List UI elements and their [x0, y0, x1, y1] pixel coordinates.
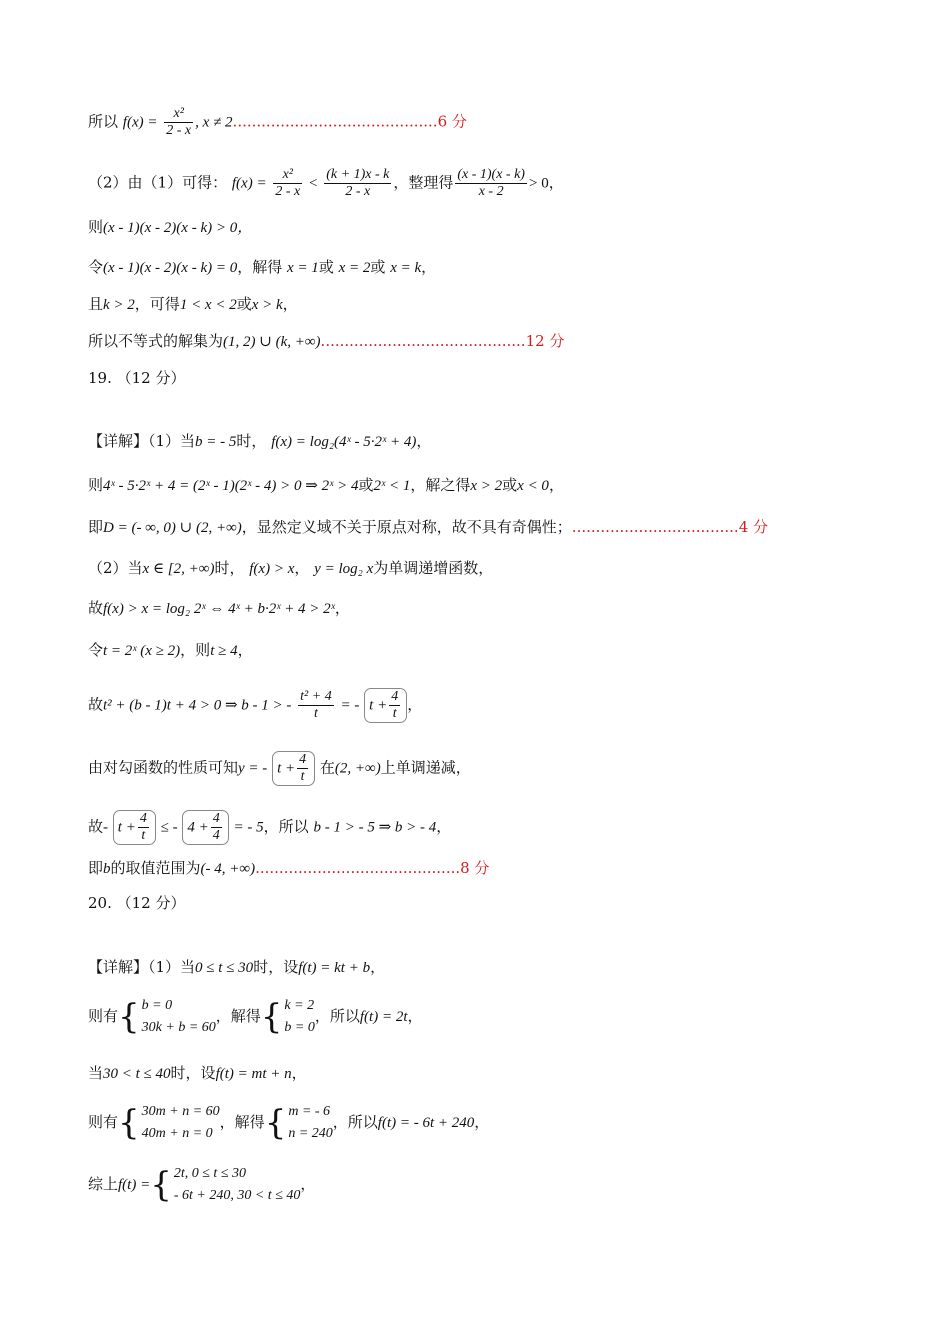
fraction: $\frac{(k + 1)x - k}{2 - x}$ [326, 167, 390, 199]
fraction: $\frac{4}{4}$ [212, 811, 220, 843]
left-brace: { [264, 1103, 287, 1143]
equation-system: m = - 6 n = 240 [288, 1104, 333, 1141]
equation-system: b = 0 30k + b = 60 [141, 998, 216, 1035]
line-14: 由对勾函数的性质可知y = - t + $\frac{4}{t}$ 在(2, +∞)上单调递减， [88, 752, 471, 784]
fraction: $\frac{\text{x²}}{2 - x}$ [166, 106, 192, 138]
line-21: 综上f(t) ={ 2t, 0 ≤ t ≤ 30 - 6t + 240, 30 < t ≤ 40 ， [88, 1165, 316, 1205]
line-8: 则4ˣ - 5·2ˣ + 4 = (2ˣ - 1)(2ˣ - 4) > 0 ⇒ 2ˣ > 4或2ˣ < 1，解之得x > 2或x < 0， [88, 476, 564, 494]
line-4: 令(x - 1)(x - 2)(x - k) = 0，解得 x = 1或 x = 2或 x = k， [88, 258, 437, 276]
question-20-heading: 20. （12 分） [88, 894, 186, 912]
score-label: 8 分 [460, 859, 490, 877]
question-19-heading: 19. （12 分） [88, 369, 186, 387]
paren-group: t + $\frac{4}{t}$ [364, 688, 407, 723]
paren-group: t + $\frac{4}{t}$ [113, 810, 156, 845]
left-brace: { [118, 1103, 140, 1143]
line-12: 令t = 2ˣ (x ≥ 2)，则t ≥ 4， [88, 641, 253, 659]
fraction: $\frac{\text{t² + 4}}{t}$ [300, 689, 332, 721]
left-brace: { [260, 997, 283, 1037]
score-dots: ........................................... [320, 332, 526, 350]
score-label: 6 分 [437, 112, 467, 131]
line-10: （2）当x ∈ [2, +∞)时， f(x) > x， y = log₂ x为单调递增函数， [88, 559, 494, 577]
fraction: $\frac{(x - 1)(x - k)}{x - 2}$ [457, 167, 525, 199]
line-15: 故- t + $\frac{4}{t}$ ≤ - 4 + $\frac{4}{4}$ = - 5，所以 b - 1 > - 5 ⇒ b > - 4， [88, 811, 452, 843]
line-19: 当30 < t ≤ 40时，设f(t) = mt + n， [88, 1064, 307, 1082]
line-1: 所以 f(x) = $\frac{\text{x²}}{2 - x}$ , x ≠ 2...........................................6 分 [88, 106, 467, 138]
equation-system: k = 2 b = 0 [284, 998, 315, 1035]
line-3: 则(x - 1)(x - 2)(x - k) > 0， [88, 218, 253, 236]
score-label: 4 分 [738, 518, 768, 536]
left-brace: { [118, 997, 140, 1037]
left-brace: { [150, 1165, 172, 1205]
line-18: 则有{ b = 0 30k + b = 60 ，解得{ k = 2 b = 0 ，所以f(t) = 2t， [88, 997, 423, 1037]
score-label: 12 分 [525, 332, 565, 350]
line-7: 【详解】（1）当b = - 5时， f(x) = log₂(4ˣ - 5·2ˣ + 4)， [88, 432, 432, 450]
line-6: 所以不等式的解集为(1, 2) ∪ (k, +∞)...........................................12 分 [88, 332, 565, 350]
line-17: 【详解】（1）当0 ≤ t ≤ 30时，设f(t) = kt + b， [88, 958, 386, 976]
fraction: $\frac{\text{x²}}{2 - x}$ [275, 167, 301, 199]
line-20: 则有{ 30m + n = 60 40m + n = 0 ，解得{ m = - 6 n = 240 ，所以f(t) = - 6t + 240， [88, 1103, 490, 1143]
fraction: $\frac{4}{t}$ [391, 689, 399, 721]
fraction: $\frac{4}{t}$ [139, 811, 147, 843]
line-2: （2）由（1）可得： f(x) = $\frac{\text{x²}}{2 - x}$ < $\frac{(k + 1)x - k}{2 - x}$ ，整理得 $\frac{(x - 1)(x - k)}{x - 2}$ > 0， [88, 167, 564, 199]
line-16: 即b的取值范围为(- 4, +∞)...........................................8 分 [88, 859, 490, 877]
line-11: 故f(x) > x = log₂ 2ˣ ⇔ 4ˣ + b·2ˣ + 4 > 2ˣ， [88, 599, 350, 617]
fraction: $\frac{4}{t}$ [299, 752, 307, 784]
piecewise-cases: 2t, 0 ≤ t ≤ 30 - 6t + 240, 30 < t ≤ 40 [173, 1166, 301, 1203]
line-13: 故t² + (b - 1)t + 4 > 0 ⇒ b - 1 > - $\frac{\text{t² + 4}}{t}$ = - t + $\frac{4}{t}$ ， [88, 689, 423, 721]
paren-group: t + $\frac{4}{t}$ [272, 751, 315, 786]
equation-system: 30m + n = 60 40m + n = 0 [141, 1104, 220, 1141]
line-9: 即D = (- ∞, 0) ∪ (2, +∞)，显然定义域不关于原点对称，故不具有奇偶性；...................................4 分 [88, 518, 768, 536]
line-5: 且k > 2，可得1 < x < 2或x > k， [88, 295, 298, 313]
score-dots: ........................................... [232, 112, 438, 131]
score-dots: ................................... [571, 518, 739, 536]
score-dots: ........................................... [255, 859, 461, 877]
paren-group: 4 + $\frac{4}{4}$ [182, 810, 228, 845]
